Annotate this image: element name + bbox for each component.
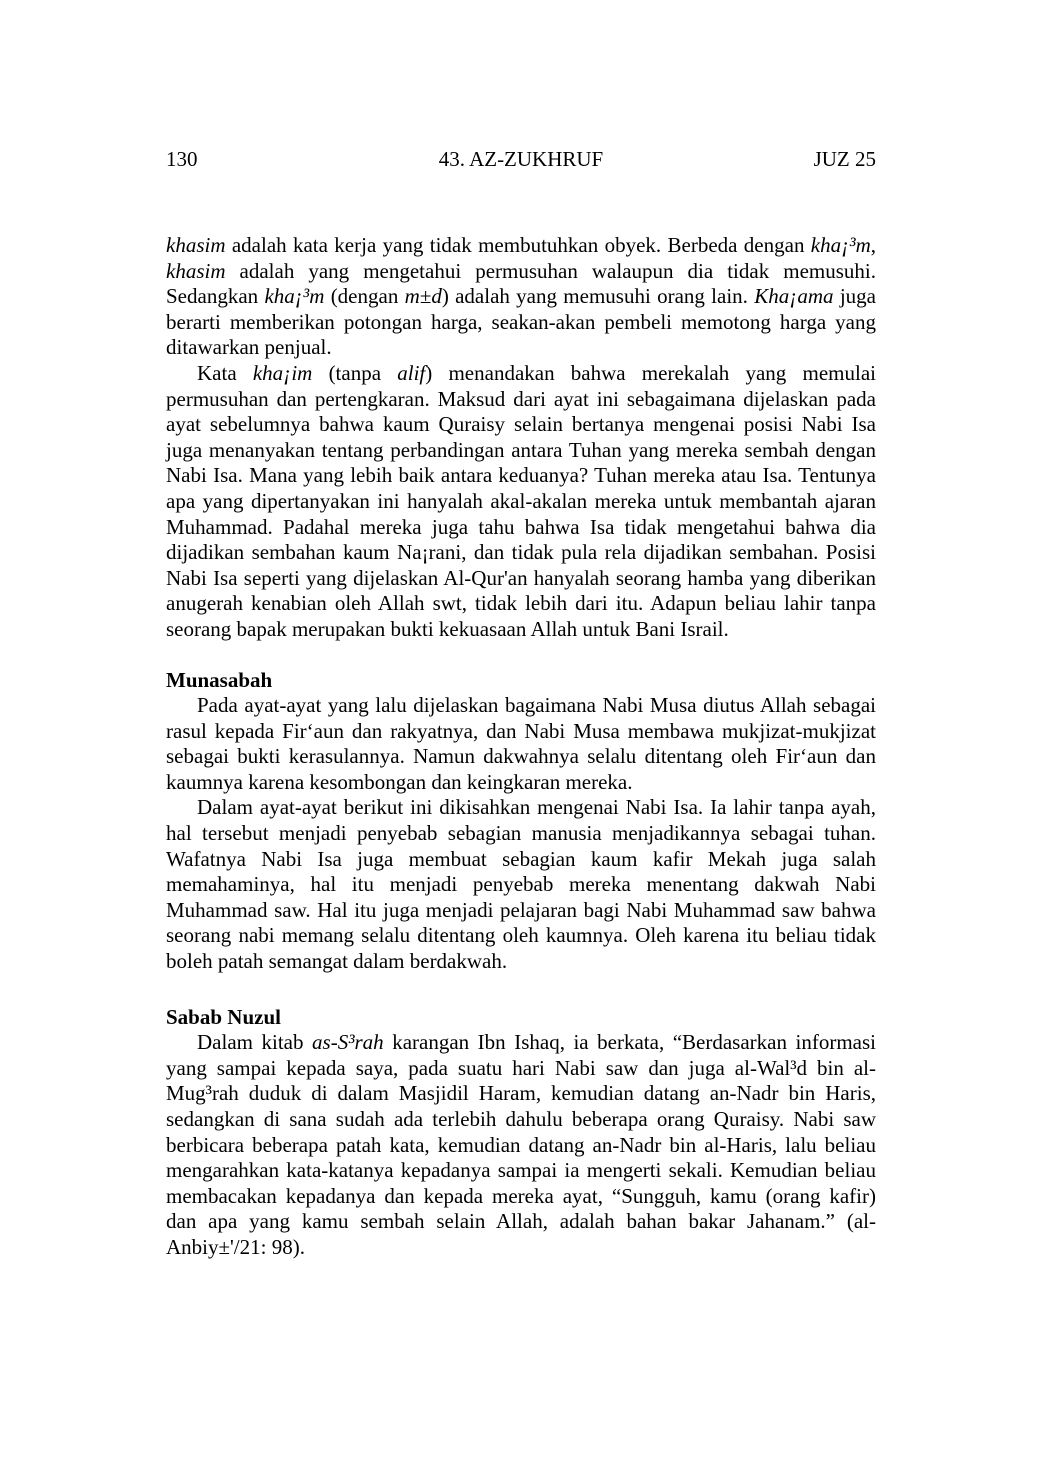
page-body xyxy=(166,233,876,1261)
chapter-title: 43. AZ-ZUKHRUF xyxy=(438,147,604,171)
text-run: ) adalah yang memusuhi orang lain. xyxy=(441,284,755,309)
text-run: , xyxy=(870,233,876,257)
arabic-term: alif xyxy=(397,360,426,385)
arabic-term: khasim xyxy=(166,258,226,283)
paragraph: Pada ayat-ayat yang lalu dijelaskan bagaimana Nabi Musa diutus Allah sebagai rasul kepada Fir‘aun dan rakyatnya, dan Nabi Musa membawa mukjizat-mukjizat sebagai bukti kerasulannya. Namun dakwahnya selalu ditentang oleh Fir‘aun dan kaumnya karena kesombongan dan keingkaran mereka. xyxy=(166,693,876,794)
paragraph xyxy=(166,361,876,643)
spacer xyxy=(166,643,876,668)
text-run: (tanpa xyxy=(312,360,398,385)
paragraph xyxy=(166,1030,876,1260)
text-run: Dalam kitab xyxy=(197,1030,313,1055)
arabic-term: kha¡³m xyxy=(264,284,325,309)
section-heading-sabab-nuzul: Sabab Nuzul xyxy=(166,1004,281,1029)
page-header xyxy=(166,145,876,173)
page-number: 130 xyxy=(166,147,198,171)
arabic-term: m±d xyxy=(404,284,442,309)
arabic-term: Kha¡ama xyxy=(754,284,834,309)
spacer xyxy=(166,975,876,1005)
text-run: ) menandakan bahwa merekalah yang memulai permusuhan dan pertengkaran. Maksud dari ayat ini sebagaimana dijelaskan pada ayat sebelumnya bahwa kaum Quraisy selain bertanya mengenai posisi Nabi Isa juga menanyakan tentang perbandingan antara Tuhan yang mereka sembah dengan Nabi Isa. Mana yang lebih baik antara keduanya? Tuhan mereka atau Isa. Tentunya apa yang dipertanyakan ini hanyalah akal-akalan mereka untuk membantah ajaran Muhammad. Padahal mereka juga tahu bahwa Isa tidak mengetahui bahwa dia dijadikan sembahan kaum Na¡rani, dan tidak pula rela dijadikan sembahan. Posisi Nabi Isa seperti yang dijelaskan Al-Qur'an hanyalah seorang hamba yang diberikan anugerah kenabian oleh Allah swt, tidak lebih dari itu. Adapun beliau lahir tanpa seorang bapak merupakan bukti kekuasaan Allah untuk Bani Israil. xyxy=(166,360,876,641)
section-heading-munasabah: Munasabah xyxy=(166,667,273,692)
text-run: (dengan xyxy=(324,284,405,309)
text-run: adalah kata kerja yang tidak membutuhkan obyek. Berbeda dengan xyxy=(225,233,811,257)
arabic-term: as-S³rah xyxy=(312,1030,384,1055)
paragraph: Dalam ayat-ayat berikut ini dikisahkan mengenai Nabi Isa. Ia lahir tanpa ayah, hal tersebut menjadi penyebab sebagian manusia menjadikannya sebagai tuhan. Wafatnya Nabi Isa juga membuat sebagian kaum kafir Mekah juga salah memahaminya, hal itu menjadi penyebab mereka menentang dakwah Nabi Muhammad saw. Hal itu juga menjadi pelajaran bagi Nabi Muhammad saw bahwa seorang nabi memang selalu ditentang oleh kaumnya. Oleh karena itu beliau tidak boleh patah semangat dalam berdakwah. xyxy=(166,795,876,974)
arabic-term: kha¡im xyxy=(252,360,313,385)
text-run: adalah yang mengetahui permusuhan walaupun dia tidak memusuhi. Sedangkan xyxy=(166,258,876,309)
juz-label: JUZ 25 xyxy=(813,147,876,171)
text-run: juga berarti memberikan potongan harga, seakan-akan pembeli memotong harga yang ditawarkan penjual. xyxy=(166,284,877,360)
arabic-term: khasim xyxy=(166,233,226,257)
text-run: Kata xyxy=(197,360,253,385)
paragraph xyxy=(166,233,876,361)
text-run: karangan Ibn Ishaq, ia berkata, “Berdasarkan informasi yang sampai kepada saya, pada suatu hari Nabi saw dan juga al-Wal³d bin al-Mug³rah duduk di dalam Masjidil Haram, kemudian datang an-Nadr bin Haris, sedangkan di sana sudah ada terlebih dahulu beberapa orang Quraisy. Nabi saw berbicara beberapa patah kata, kemudian datang an-Nadr bin al-Haris, lalu beliau mengarahkan kata-katanya kepadanya sampai ia mengerti sekali. Kemudian beliau membacakan kepadanya dan kepada mereka ayat, “Sungguh, kamu (orang kafir) dan apa yang kamu sembah selain Allah, adalah bahan bakar Jahanam.” (al-Anbiy±'/21: 98). xyxy=(166,1030,876,1259)
arabic-term: kha¡³m xyxy=(810,233,871,257)
